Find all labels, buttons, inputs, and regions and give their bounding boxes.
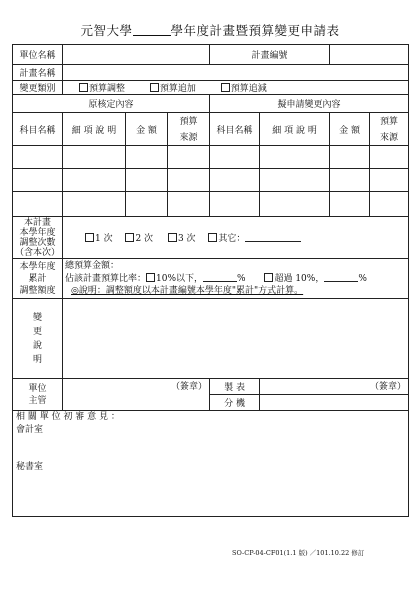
- count-1[interactable]: 1 次: [85, 234, 113, 244]
- cell[interactable]: [168, 146, 210, 169]
- cell[interactable]: [13, 146, 63, 169]
- cell[interactable]: [260, 146, 330, 169]
- explain-field[interactable]: [63, 299, 409, 379]
- cell[interactable]: [210, 146, 260, 169]
- checkbox[interactable]: [125, 233, 134, 242]
- title-suffix: 學年度計畫暨預算變更申請表: [170, 23, 340, 38]
- unit-name-label: 單位名稱: [13, 45, 63, 65]
- count-3[interactable]: 3 次: [168, 234, 196, 244]
- review-section: [13, 411, 409, 517]
- cell[interactable]: [370, 146, 409, 169]
- secretariat-label: 秘書室: [16, 462, 44, 472]
- prepared-by-signature[interactable]: （簽章）: [260, 379, 409, 395]
- checkbox[interactable]: [85, 233, 94, 242]
- prepared-by-label: 製 表: [210, 379, 260, 395]
- cell[interactable]: [63, 169, 126, 192]
- new-item-header: 科目名稱: [210, 113, 260, 146]
- cell[interactable]: [370, 169, 409, 192]
- cell[interactable]: [126, 192, 168, 217]
- orig-item-header: 科目名稱: [13, 113, 63, 146]
- table-row: [13, 192, 409, 217]
- cell[interactable]: [168, 169, 210, 192]
- cell[interactable]: [126, 146, 168, 169]
- unit-name-field[interactable]: [63, 45, 210, 65]
- orig-amount-header: 金 額: [126, 113, 168, 146]
- accounting-label: 會計室: [16, 425, 44, 435]
- change-type-label: 變更類別: [13, 81, 63, 95]
- new-amount-header: 金 額: [330, 113, 370, 146]
- ratio-blank-2[interactable]: [324, 272, 358, 282]
- count-2[interactable]: 2 次: [125, 234, 153, 244]
- ratio-blank-1[interactable]: [203, 272, 237, 282]
- checkbox[interactable]: [146, 273, 155, 282]
- count-other[interactable]: 其它：: [208, 234, 245, 244]
- checkbox[interactable]: [150, 83, 159, 92]
- option-budget-adjust[interactable]: 預算調整: [79, 84, 125, 94]
- table-row: [13, 169, 409, 192]
- cell[interactable]: [13, 169, 63, 192]
- checkbox[interactable]: [221, 83, 230, 92]
- extension-field[interactable]: [260, 395, 409, 411]
- form-title: [0, 21, 420, 39]
- cumulative-label: 本學年度 累計 調整額度: [13, 259, 63, 299]
- supervisor-signature[interactable]: （簽章）: [63, 379, 210, 411]
- cell[interactable]: [260, 192, 330, 217]
- original-header: 原核定內容: [13, 95, 210, 113]
- orig-detail-header: 細 項 說 明: [63, 113, 126, 146]
- cell[interactable]: [370, 192, 409, 217]
- plan-no-label: 計畫編號: [210, 45, 330, 65]
- cell[interactable]: [210, 192, 260, 217]
- new-detail-header: 細 項 說 明: [260, 113, 330, 146]
- proposed-header: 擬申請變更內容: [210, 95, 409, 113]
- cell[interactable]: [260, 169, 330, 192]
- cell[interactable]: [126, 169, 168, 192]
- cell[interactable]: [63, 192, 126, 217]
- checkbox[interactable]: [264, 273, 273, 282]
- orig-source-header: 預算 來源: [168, 113, 210, 146]
- cell[interactable]: [210, 169, 260, 192]
- option-budget-add[interactable]: 預算追加: [150, 84, 196, 94]
- supervisor-label: 單位 主管: [13, 379, 63, 411]
- review-heading: 相 關 單 位 初 審 意 見 ：: [16, 412, 120, 422]
- change-type-options: [63, 81, 409, 95]
- change-count-options: [63, 217, 409, 259]
- total-budget-label: 總預算金額：: [65, 261, 120, 271]
- plan-name-field[interactable]: [63, 65, 409, 81]
- count-other-blank[interactable]: [245, 232, 301, 242]
- option-budget-cut[interactable]: 預算追減: [221, 84, 267, 94]
- cumulative-content: 總預算金額： 佔該計畫預算比率： 10%以下， % 超過 10%， % ◎說明：調整額度以本計畫編號本學年度"累計"方式計算。: [63, 259, 409, 299]
- checkbox[interactable]: [168, 233, 177, 242]
- explain-label: 變 更 說 明: [13, 299, 63, 379]
- change-count-label: 本計畫 本學年度 調整次數 （含本次）: [13, 217, 63, 259]
- year-blank[interactable]: [133, 24, 171, 36]
- cell[interactable]: [330, 146, 370, 169]
- form-code: SO-CP-04-CF01(1.1 版) ／101.10.22 修訂: [232, 549, 365, 557]
- cell[interactable]: [168, 192, 210, 217]
- cell[interactable]: [330, 169, 370, 192]
- cell[interactable]: [63, 146, 126, 169]
- title-prefix: 元智大學: [80, 23, 133, 38]
- plan-no-field[interactable]: [330, 45, 409, 65]
- cumulative-note: ◎說明：調整額度以本計畫編號本學年度"累計"方式計算。: [71, 286, 304, 296]
- checkbox[interactable]: [79, 83, 88, 92]
- extension-label: 分 機: [210, 395, 260, 411]
- plan-name-label: 計畫名稱: [13, 65, 63, 81]
- checkbox[interactable]: [208, 233, 217, 242]
- new-source-header: 預算 來源: [370, 113, 409, 146]
- change-request-form: [12, 44, 409, 517]
- table-row: [13, 146, 409, 169]
- cell[interactable]: [330, 192, 370, 217]
- cell[interactable]: [13, 192, 63, 217]
